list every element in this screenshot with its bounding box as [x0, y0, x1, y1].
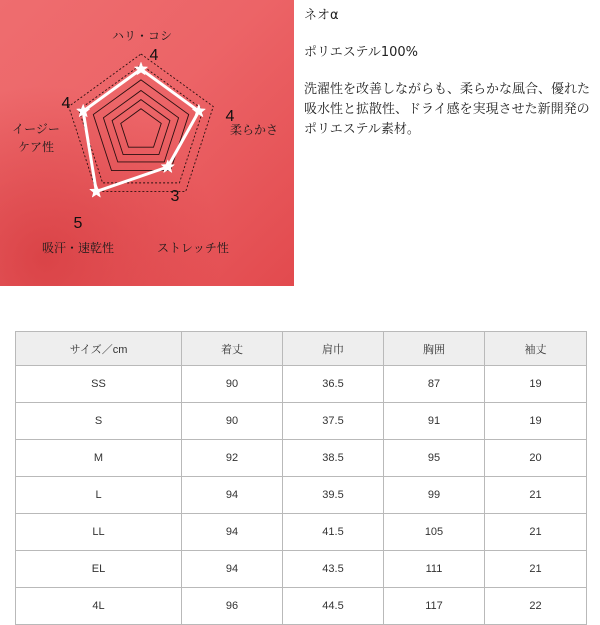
cell-chest: 117 — [384, 588, 485, 625]
radar-value-label: 4 — [61, 95, 71, 112]
cell-chest: 111 — [384, 551, 485, 588]
product-description-panel — [304, 6, 594, 140]
cell-length: 94 — [182, 551, 283, 588]
table-row — [16, 551, 587, 588]
table-row — [16, 514, 587, 551]
header-shoulder: 肩巾 — [283, 332, 384, 366]
cell-sleeve: 21 — [485, 514, 587, 551]
radar-chart — [0, 0, 294, 286]
header-sleeve: 袖丈 — [485, 332, 587, 366]
cell-sleeve: 21 — [485, 551, 587, 588]
radar-value-label: 5 — [73, 215, 83, 232]
cell-length: 90 — [182, 403, 283, 440]
cell-size: SS — [16, 366, 182, 403]
table-row — [16, 403, 587, 440]
cell-size: S — [16, 403, 182, 440]
radar-axis-label: イージーケア性 — [12, 122, 60, 154]
cell-shoulder: 37.5 — [283, 403, 384, 440]
cell-length: 90 — [182, 366, 283, 403]
table-row — [16, 588, 587, 625]
cell-sleeve: 19 — [485, 366, 587, 403]
cell-chest: 95 — [384, 440, 485, 477]
table-row — [16, 366, 587, 403]
cell-shoulder: 36.5 — [283, 366, 384, 403]
cell-sleeve: 20 — [485, 440, 587, 477]
radar-value-label: 4 — [225, 108, 235, 125]
cell-sleeve: 21 — [485, 477, 587, 514]
fabric-swatch — [0, 0, 294, 286]
radar-axis-label: ハリ・コシ — [111, 29, 173, 43]
cell-length: 94 — [182, 514, 283, 551]
table-row — [16, 477, 587, 514]
header-size: サイズ／cm — [16, 332, 182, 366]
cell-sleeve: 22 — [485, 588, 587, 625]
cell-shoulder: 41.5 — [283, 514, 384, 551]
cell-size: LL — [16, 514, 182, 551]
cell-shoulder: 43.5 — [283, 551, 384, 588]
cell-chest: 91 — [384, 403, 485, 440]
cell-size: M — [16, 440, 182, 477]
cell-shoulder: 44.5 — [283, 588, 384, 625]
radar-value-label: 3 — [170, 188, 180, 205]
table-header-row — [16, 332, 587, 366]
cell-shoulder: 39.5 — [283, 477, 384, 514]
material-composition: ポリエステル100% — [304, 45, 418, 60]
cell-chest: 105 — [384, 514, 485, 551]
header-length: 着丈 — [182, 332, 283, 366]
product-name: ネオα — [304, 8, 339, 23]
cell-sleeve: 19 — [485, 403, 587, 440]
cell-length: 96 — [182, 588, 283, 625]
size-chart-table — [15, 331, 587, 625]
radar-axis-label: 吸汗・速乾性 — [41, 241, 115, 255]
radar-axis-label: 柔らかさ — [230, 123, 279, 137]
cell-shoulder: 38.5 — [283, 440, 384, 477]
header-chest: 胸囲 — [384, 332, 485, 366]
cell-size: 4L — [16, 588, 182, 625]
cell-size: L — [16, 477, 182, 514]
cell-length: 92 — [182, 440, 283, 477]
cell-length: 94 — [182, 477, 283, 514]
cell-chest: 87 — [384, 366, 485, 403]
cell-chest: 99 — [384, 477, 485, 514]
cell-size: EL — [16, 551, 182, 588]
radar-axis-label: ストレッチ性 — [157, 241, 229, 255]
radar-value-label: 4 — [149, 47, 159, 64]
product-description: 洗濯性を改善しながらも、柔らかな風合、優れた吸水性と拡散性、ドライ感を実現させた新開発のポリエステル素材。 — [304, 82, 591, 137]
table-row — [16, 440, 587, 477]
